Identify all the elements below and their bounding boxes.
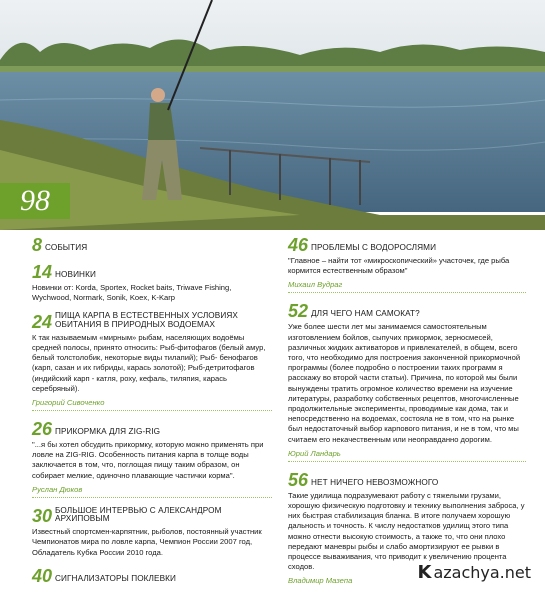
toc-summary: Такие удилища подразумевают работу с тяжелыми грузами, хорошую физическую подготовку и технику выполнения заброса, у них быстрая стабилизация бланка. В итоге получаем хорошую дальность и точность. К числу недостатков удилищ этого типа можно отнести высокую стоимость, а также то, что они плохо передают маневры рыбы и слабо амортизируют ее рывки в процессе вываживания, что приводит к увеличению процента сходов.: [288, 490, 525, 572]
toc-entry[interactable]: [32, 312, 272, 411]
toc-title: БОЛЬШОЕ ИНТЕРВЬЮ С АЛЕКСАНДРОМ АРХИПОВЫМ: [55, 505, 222, 524]
k-logo-icon: K: [417, 562, 432, 583]
toc-title: ПРИКОРМКА ДЛЯ ZIG-RIG: [55, 426, 161, 436]
toc-page-number: 8: [32, 235, 43, 255]
toc-page-number: 14: [32, 262, 53, 282]
toc-entry[interactable]: [32, 236, 272, 254]
toc-title: ДЛЯ ЧЕГО НАМ САМОКАТ?: [311, 309, 420, 319]
toc-page-number: 40: [32, 565, 53, 586]
contents-right-column: [288, 236, 526, 597]
toc-summary: "Главное – найти тот «микроскопический» участочек, где рыба кормится естественным образом": [288, 256, 510, 276]
toc-page-number: 46: [288, 235, 309, 255]
toc-entry[interactable]: [288, 236, 526, 293]
toc-page-number: 26: [32, 419, 53, 440]
toc-entry[interactable]: [288, 302, 526, 461]
toc-author: Руслан Дюков: [32, 485, 272, 498]
toc-summary: Уже более шести лет мы занимаемся самостоятельным изготовлением бойлов, сыпучих прикормок, зерносмесей, различных жидких активаторов и привлекателей, в общем, всего того, что необходимо для построения законченной прикормочной программы (более подробно о построении таких программ я расскажу во второй части статьи). Причина, по которой мы были вынуждены тратить огромное количество времени на изучение литературы, разработку собственных рецептов, многочисленные продолжительные эксперименты, проводимые как дома, так и непосредственно на водоемах, состояла не в том, что на рынке был недостаточный выбор карпового питания, и не в том, что мы считаем его некачественным или неоправданно дорогим.: [288, 322, 521, 444]
watermark[interactable]: [417, 562, 531, 583]
toc-author: Владимир Мазепа: [288, 576, 353, 586]
contents-left-column: [32, 236, 272, 594]
toc-title: СИГНАЛИЗАТОРЫ ПОКЛЕВКИ: [55, 573, 176, 583]
toc-summary: Новинки от: Korda, Sportex, Rocket baits, Triwave Fishing, Wychwood, Normark, Sonik, Koex, K-Karp: [32, 283, 232, 303]
watermark-text: azachya.net: [433, 563, 531, 582]
toc-entry[interactable]: [32, 567, 272, 585]
toc-summary: К так называемым «мирным» рыбам, населяющих водоёмы средней полосы, принято относить: Рыб-фитофагов (белый амур, белый толстолобик, некоторые виды тилапий); Рыб- бенофагов (карп, сазан и их гибриды, карась золотой); Рыб-детритофагов (индийский карп - катля, роху, кефаль, тиляпия, карась серебряный).: [32, 332, 266, 393]
page-number: 98: [0, 183, 70, 219]
toc-title: НЕТ НИЧЕГО НЕВОЗМОЖНОГО: [311, 477, 439, 487]
toc-page-number: 24: [32, 311, 53, 332]
toc-title: СОБЫТИЯ: [45, 242, 88, 252]
toc-author: Григорий Сивоченко: [32, 398, 272, 411]
toc-entry[interactable]: [32, 420, 272, 498]
toc-title: ПИЩА КАРПА В ЕСТЕСТВЕННЫХ УСЛОВИЯХ ОБИТАНИЯ В ПРИРОДНЫХ ВОДОЕМАХ: [55, 311, 238, 329]
toc-summary: Известный спортсмен-карпятник, рыболов, постоянный участник Чемпионатов мира по ловле карпа, Чемпион России 2007 год, Обладатель Кубка России 2010 года.: [32, 527, 262, 557]
toc-title: НОВИНКИ: [55, 269, 96, 279]
toc-entry[interactable]: [32, 507, 272, 558]
toc-page-number: 56: [288, 469, 309, 490]
toc-page-number: 52: [288, 301, 309, 322]
cover-photo: [0, 0, 545, 230]
toc-author: Юрий Ландарь: [288, 449, 526, 462]
toc-author: Михаил Вудраг: [288, 280, 526, 293]
toc-entry[interactable]: [32, 263, 272, 303]
toc-title: ПРОБЛЕМЫ С ВОДОРОСЛЯМИ: [311, 242, 437, 252]
toc-page-number: 30: [32, 506, 53, 527]
toc-summary: "...я бы хотел обсудить прикормку, которую можно применять при ловле на ZIG-RIG. Особенность питания карпа в толще воды заключается в том, что, поглощая пищу таким образом, он собирает мелкие, одиночно плавающие частички корма".: [32, 440, 264, 480]
